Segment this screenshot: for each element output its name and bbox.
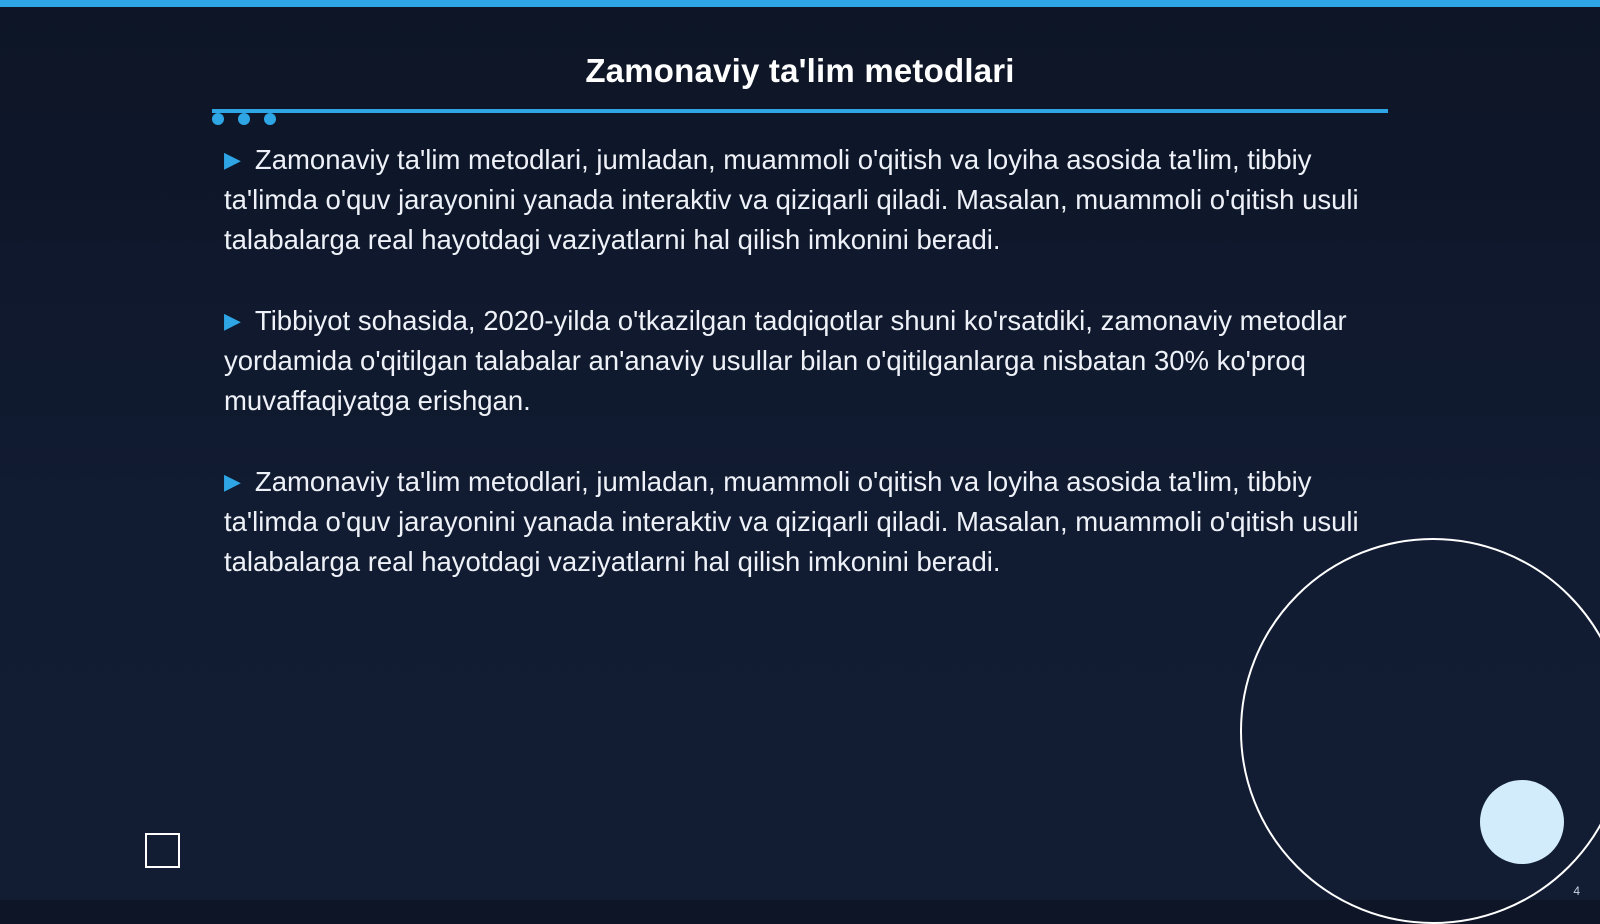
decorative-circle-outline (1240, 538, 1600, 924)
bullet-text: Zamonaviy ta'lim metodlari, jumladan, muammoli o'qitish va loyiha asosida ta'lim, tibbiy ta'limda o'quv jarayonini yanada interaktiv va qiziqarli qiladi. Masalan, muammoli o'qitish usuli talabalarga real hayotdagi vaziyatlarni hal qilish imkonini beradi. (224, 144, 1359, 255)
page-number: 4 (1573, 884, 1580, 898)
decorative-dot (264, 113, 276, 125)
bullet-item (224, 301, 1374, 421)
title-underline (212, 109, 1388, 113)
bullet-item (224, 462, 1374, 582)
triangle-right-icon: ▶ (224, 308, 241, 333)
bullet-text: Zamonaviy ta'lim metodlari, jumladan, muammoli o'qitish va loyiha asosida ta'lim, tibbiy ta'limda o'quv jarayonini yanada interaktiv va qiziqarli qiladi. Masalan, muammoli o'qitish usuli talabalarga real hayotdagi vaziyatlarni hal qilish imkonini beradi. (224, 466, 1359, 577)
slide-title: Zamonaviy ta'lim metodlari (585, 52, 1015, 89)
triangle-right-icon: ▶ (224, 469, 241, 494)
decorative-circle-filled (1480, 780, 1564, 864)
decorative-square-outline (145, 833, 180, 868)
decorative-dot (238, 113, 250, 125)
triangle-right-icon: ▶ (224, 147, 241, 172)
bullet-item (224, 140, 1374, 260)
decorative-dot (212, 113, 224, 125)
bullet-list (224, 140, 1374, 623)
top-accent-bar (0, 0, 1600, 7)
bullet-text: Tibbiyot sohasida, 2020-yilda o'tkazilgan tadqiqotlar shuni ko'rsatdiki, zamonaviy metodlar yordamida o'qitilgan talabalar an'anaviy usullar bilan o'qitilganlarga nisbatan 30% ko'proq muvaffaqiyatga erishgan. (224, 305, 1347, 416)
